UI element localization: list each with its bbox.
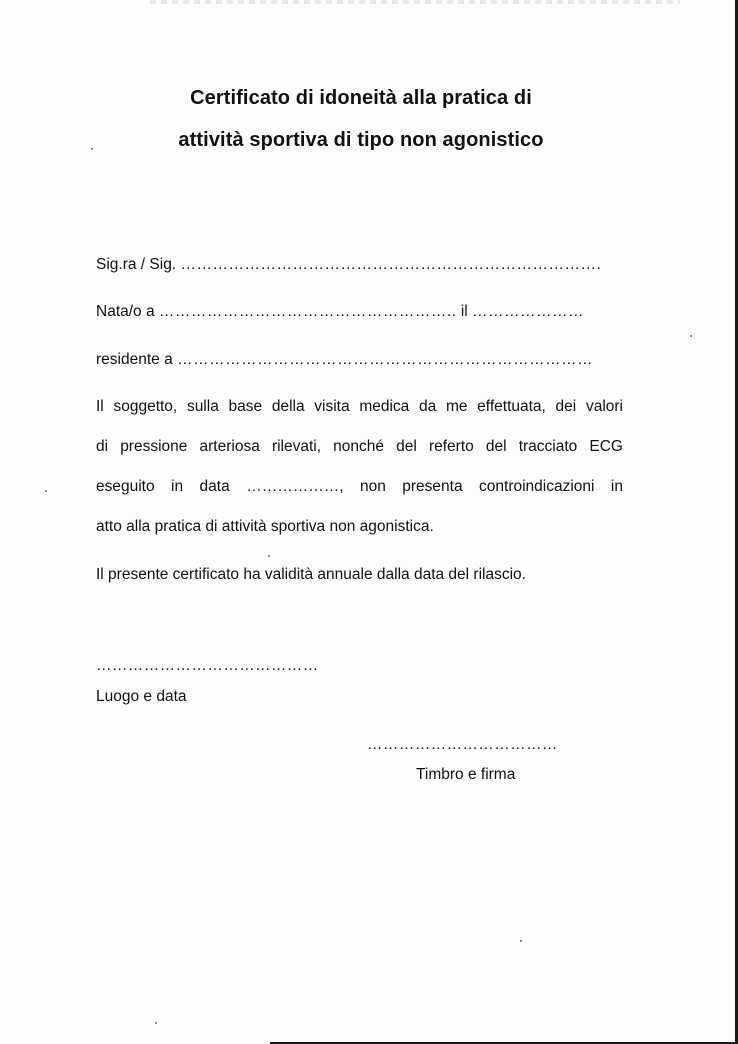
place-date-blank: ……………………………………: [96, 657, 319, 674]
scan-artifact-top: [150, 0, 680, 4]
residence-field-row: [96, 351, 593, 369]
name-field-row: [96, 256, 601, 274]
scan-speck: [268, 555, 270, 557]
stamp-signature-label: Timbro e firma: [416, 766, 516, 783]
scan-speck: [520, 940, 522, 942]
birth-place-blank: ………………………………………………..: [158, 303, 457, 320]
birth-date-label: il: [460, 303, 468, 320]
body-line-2: di pressione arteriosa rilevati, nonché del referto del tracciato ECG: [96, 438, 623, 455]
stamp-signature-blank: ………………………………: [367, 736, 558, 753]
body-line-4: atto alla pratica di attività sportiva non agonistica.: [96, 518, 434, 535]
scan-speck: [155, 1022, 157, 1024]
certificate-title-line2: attività sportiva di tipo non agonistico: [178, 129, 544, 151]
certificate-title-line1: Certificato di idoneità alla pratica di: [190, 87, 532, 109]
body-line-1: Il soggetto, sulla base della visita medica da me effettuata, dei valori: [96, 398, 623, 415]
scan-speck: [91, 148, 93, 150]
residence-blank: ……………………………………………………………………: [177, 351, 594, 368]
name-field-blank: …………………………………………………………………….: [180, 256, 602, 273]
birth-place-label: Nata/o a: [96, 303, 155, 320]
residence-label: residente a: [96, 351, 173, 368]
exam-date-label: eseguito in data: [96, 478, 230, 495]
name-field-label: Sig.ra / Sig.: [96, 256, 177, 273]
birth-field-row: [96, 303, 584, 321]
validity-statement: Il presente certificato ha validità annuale dalla data del rilascio.: [96, 566, 526, 583]
scan-speck: [690, 335, 692, 337]
birth-date-blank: …………………: [472, 303, 585, 320]
body-line-3-end: non presenta controindicazioni in: [359, 478, 623, 495]
scan-speck: [45, 490, 47, 492]
body-line-3: [96, 478, 623, 496]
exam-date-blank: ………………,: [246, 478, 344, 495]
place-date-label: Luogo e data: [96, 688, 187, 705]
